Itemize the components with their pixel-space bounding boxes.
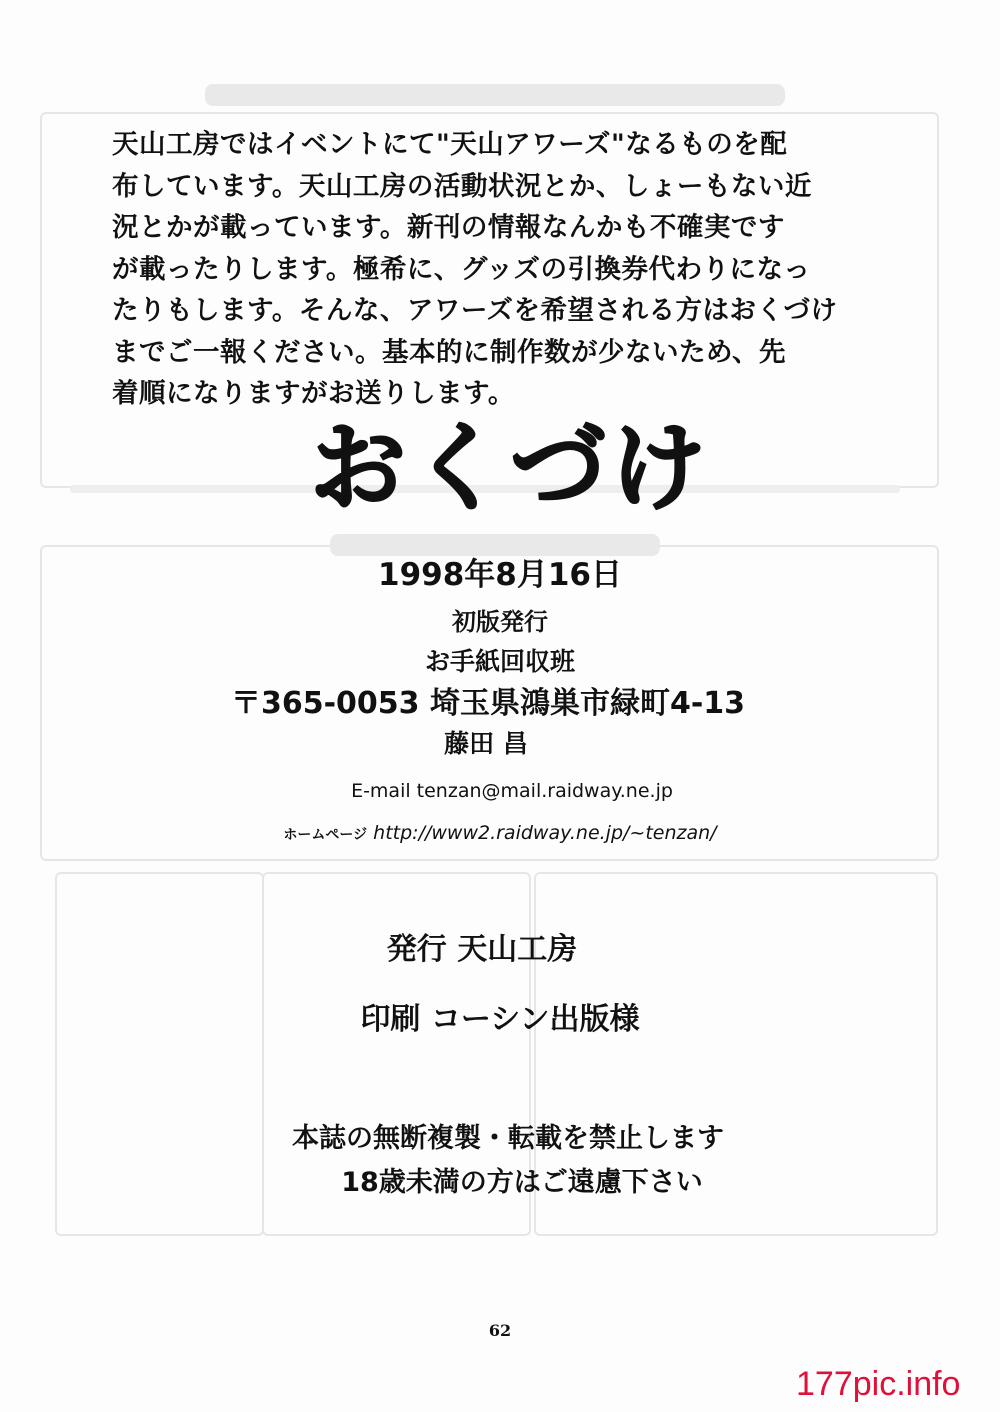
letter-collection-team: お手紙回収班 (424, 647, 575, 676)
show-through-title-top (205, 84, 785, 106)
homepage-url: http://www2.raidway.ne.jp/~tenzan/ (373, 822, 717, 844)
printer: 印刷 コーシン出版様 (360, 1002, 640, 1037)
intro-paragraph: 天山工房ではイベントにて"天山アワーズ"なるものを配 布しています。天山工房の活動状況とか、しょーもない近 況とかが載っています。新刊の情報なんかも不確実です が載ったりします。極希に、グッズの引換券代わりになっ たりもします。そんな、アワーズを希望される方はおくづけ までご一報ください。基本的に制作数が少ないため、先 着順になりますがお送りします。 (112, 129, 838, 409)
colophon-heading: おくづけ (310, 412, 710, 524)
email-address: E-mail tenzan@mail.raidway.ne.jp (351, 780, 673, 802)
copyright-notice: 本誌の無断複製・転載を禁止します (292, 1123, 724, 1154)
age-restriction-notice: 18歳未満の方はご遠慮下さい (341, 1167, 703, 1198)
edition-label: 初版発行 (452, 608, 548, 636)
postal-address: 〒365-0053 埼玉県鴻巣市緑町4-13 (230, 686, 746, 721)
publication-date: 1998年8月16日 (378, 557, 622, 593)
homepage-label: ホームページ (283, 827, 368, 843)
homepage-line (0, 819, 1000, 849)
show-through-title-middle (330, 534, 660, 556)
page-number: 62 (488, 1321, 512, 1340)
author-name: 藤田 昌 (444, 729, 528, 758)
publisher: 発行 天山工房 (386, 932, 578, 967)
site-watermark: 177pic.info (796, 1365, 961, 1403)
